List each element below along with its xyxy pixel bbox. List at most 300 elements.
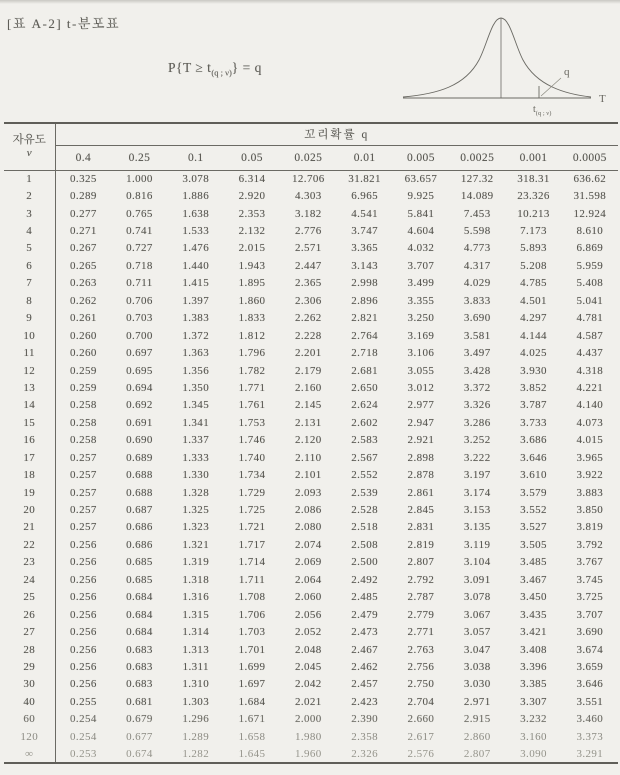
value-cell: 3.174 bbox=[463, 486, 491, 499]
value-cell: 0.257 bbox=[70, 521, 97, 534]
value-cell: 1.761 bbox=[238, 399, 266, 412]
value-cell: 5.841 bbox=[407, 207, 435, 220]
value-cell: 2.602 bbox=[351, 416, 378, 429]
table-row bbox=[4, 240, 618, 257]
value-cell: 3.579 bbox=[520, 486, 547, 499]
value-cell: 1.714 bbox=[238, 556, 266, 569]
table-row bbox=[4, 554, 618, 571]
value-cell: 4.015 bbox=[576, 434, 604, 447]
value-cell: 2.110 bbox=[295, 451, 322, 464]
value-cell: 3.055 bbox=[407, 364, 435, 377]
value-cell: 1.771 bbox=[238, 381, 266, 394]
value-cell: 14.089 bbox=[460, 190, 494, 203]
value-cell: 4.140 bbox=[576, 399, 604, 412]
col-header: 0.05 bbox=[224, 145, 280, 170]
group-header-row bbox=[4, 123, 618, 145]
value-cell: 1.000 bbox=[126, 172, 153, 185]
df-cell: 8 bbox=[4, 292, 55, 309]
table-row bbox=[4, 449, 618, 466]
value-cell: 0.263 bbox=[70, 277, 97, 290]
value-cell: 2.898 bbox=[407, 451, 435, 464]
value-cell: 3.725 bbox=[576, 591, 604, 604]
value-cell: 3.372 bbox=[463, 381, 491, 394]
value-cell: 3.222 bbox=[463, 451, 491, 464]
value-cell: 0.261 bbox=[70, 312, 97, 325]
value-cell: 2.145 bbox=[294, 399, 322, 412]
value-cell: 0.256 bbox=[70, 538, 97, 551]
value-cell: 0.254 bbox=[70, 713, 97, 726]
value-cell: 3.690 bbox=[576, 626, 604, 639]
value-cell: 3.819 bbox=[576, 521, 604, 534]
df-cell: 24 bbox=[4, 571, 55, 588]
value-cell: 3.450 bbox=[520, 591, 547, 604]
value-cell: 2.179 bbox=[294, 364, 322, 377]
value-cell: 2.060 bbox=[294, 591, 322, 604]
table-row bbox=[4, 711, 618, 728]
value-cell: 1.701 bbox=[238, 643, 266, 656]
value-cell: 5.959 bbox=[576, 259, 604, 272]
table-row bbox=[4, 623, 618, 640]
value-cell: 2.390 bbox=[351, 713, 378, 726]
value-cell: 0.674 bbox=[126, 747, 153, 760]
value-cell: 7.173 bbox=[520, 225, 547, 238]
table-row bbox=[4, 745, 618, 762]
value-cell: 3.135 bbox=[463, 521, 491, 534]
value-cell: 0.683 bbox=[126, 660, 153, 673]
value-cell: 1.323 bbox=[182, 521, 210, 534]
value-cell: 1.740 bbox=[238, 451, 266, 464]
value-cell: 2.479 bbox=[351, 608, 378, 621]
df-cell: 18 bbox=[4, 466, 55, 483]
value-cell: 2.998 bbox=[351, 277, 378, 290]
value-cell: 0.256 bbox=[70, 660, 97, 673]
table-row bbox=[4, 275, 618, 292]
value-cell: 3.833 bbox=[463, 294, 491, 307]
df-cell: 27 bbox=[4, 623, 55, 640]
value-cell: 3.182 bbox=[294, 207, 322, 220]
value-cell: 2.365 bbox=[294, 277, 322, 290]
value-cell: 2.086 bbox=[294, 504, 322, 517]
df-header-cell bbox=[4, 123, 55, 170]
value-cell: 1.860 bbox=[238, 294, 266, 307]
value-cell: 3.527 bbox=[520, 521, 547, 534]
table-row bbox=[4, 379, 618, 396]
value-cell: 4.025 bbox=[520, 347, 547, 360]
value-cell: 3.153 bbox=[463, 504, 491, 517]
value-cell: 1.753 bbox=[238, 416, 266, 429]
value-cell: 3.767 bbox=[576, 556, 604, 569]
value-cell: 2.101 bbox=[294, 469, 322, 482]
table-row bbox=[4, 466, 618, 483]
value-cell: 318.31 bbox=[517, 172, 550, 185]
value-cell: 127.32 bbox=[460, 172, 494, 185]
value-cell: 0.256 bbox=[70, 678, 97, 691]
table-row bbox=[4, 310, 618, 327]
value-cell: 2.718 bbox=[351, 347, 378, 360]
value-cell: 3.250 bbox=[407, 312, 435, 325]
value-cell: 2.326 bbox=[351, 747, 378, 760]
value-cell: 0.718 bbox=[126, 259, 153, 272]
value-cell: 0.711 bbox=[126, 277, 153, 290]
value-cell: 3.686 bbox=[520, 434, 547, 447]
value-cell: 3.030 bbox=[463, 678, 491, 691]
value-cell: 1.476 bbox=[182, 242, 210, 255]
value-cell: 0.258 bbox=[70, 399, 97, 412]
value-cell: 1.796 bbox=[238, 347, 266, 360]
df-cell: 2 bbox=[4, 187, 55, 204]
value-cell: 4.541 bbox=[351, 207, 378, 220]
value-cell: 2.052 bbox=[294, 626, 322, 639]
value-cell: 3.038 bbox=[463, 660, 491, 673]
value-cell: 1.746 bbox=[238, 434, 266, 447]
value-cell: 63.657 bbox=[404, 172, 438, 185]
value-cell: 2.423 bbox=[351, 695, 378, 708]
value-cell: 3.291 bbox=[576, 747, 604, 760]
value-cell: 4.604 bbox=[407, 225, 435, 238]
value-cell: 3.460 bbox=[576, 713, 604, 726]
table-row bbox=[4, 501, 618, 518]
value-cell: 2.947 bbox=[407, 416, 435, 429]
value-cell: 0.271 bbox=[70, 225, 97, 238]
value-cell: 3.610 bbox=[520, 469, 547, 482]
value-cell: 1.717 bbox=[238, 538, 266, 551]
value-cell: 1.315 bbox=[182, 608, 210, 621]
value-cell: 1.397 bbox=[182, 294, 210, 307]
value-cell: 2.571 bbox=[294, 242, 322, 255]
value-cell: 0.255 bbox=[70, 695, 97, 708]
value-cell: 1.310 bbox=[182, 678, 210, 691]
value-cell: 0.256 bbox=[70, 608, 97, 621]
value-cell: 0.684 bbox=[126, 591, 153, 604]
value-cell: 3.232 bbox=[520, 713, 547, 726]
value-cell: 0.684 bbox=[126, 608, 153, 621]
df-cell: 3 bbox=[4, 205, 55, 222]
value-cell: 0.258 bbox=[70, 434, 97, 447]
value-cell: 3.505 bbox=[520, 538, 547, 551]
value-cell: 3.012 bbox=[407, 381, 435, 394]
value-cell: 0.267 bbox=[70, 242, 97, 255]
value-cell: 4.029 bbox=[463, 277, 491, 290]
value-cell: 1.311 bbox=[182, 660, 209, 673]
value-cell: 0.256 bbox=[70, 591, 97, 604]
value-cell: 1.960 bbox=[294, 747, 322, 760]
value-cell: 3.497 bbox=[463, 347, 491, 360]
value-cell: 0.684 bbox=[126, 626, 153, 639]
value-cell: 2.021 bbox=[294, 695, 322, 708]
table-row bbox=[4, 292, 618, 309]
value-cell: 1.684 bbox=[238, 695, 266, 708]
value-cell: 12.924 bbox=[573, 207, 607, 220]
value-cell: 2.045 bbox=[294, 660, 322, 673]
formula-suffix: } = q bbox=[231, 60, 262, 75]
value-cell: 2.552 bbox=[351, 469, 378, 482]
value-cell: 0.690 bbox=[126, 434, 153, 447]
value-cell: 1.658 bbox=[238, 730, 266, 743]
value-cell: 3.307 bbox=[520, 695, 547, 708]
value-cell: 3.197 bbox=[463, 469, 491, 482]
value-cell: 2.878 bbox=[407, 469, 435, 482]
table-row bbox=[4, 187, 618, 204]
value-cell: 3.169 bbox=[407, 329, 435, 342]
value-cell: 1.440 bbox=[182, 259, 210, 272]
df-cell: 21 bbox=[4, 519, 55, 536]
value-cell: 0.741 bbox=[126, 225, 153, 238]
value-cell: 3.091 bbox=[463, 573, 491, 586]
value-cell: 4.501 bbox=[520, 294, 547, 307]
value-cell: 3.499 bbox=[407, 277, 435, 290]
value-cell: 3.965 bbox=[576, 451, 604, 464]
value-cell: 3.047 bbox=[463, 643, 491, 656]
value-cell: 0.253 bbox=[70, 747, 97, 760]
value-cell: 4.297 bbox=[520, 312, 547, 325]
table-row bbox=[4, 641, 618, 658]
value-cell: 2.807 bbox=[407, 556, 435, 569]
value-cell: 0.687 bbox=[126, 504, 153, 517]
value-cell: 2.120 bbox=[294, 434, 322, 447]
value-cell: 1.318 bbox=[182, 573, 210, 586]
value-cell: 3.421 bbox=[520, 626, 547, 639]
value-cell: 2.977 bbox=[407, 399, 435, 412]
value-cell: 2.500 bbox=[351, 556, 378, 569]
value-cell: 2.583 bbox=[351, 434, 378, 447]
value-cell: 3.143 bbox=[351, 259, 378, 272]
value-cell: 1.296 bbox=[182, 713, 210, 726]
value-cell: 4.587 bbox=[576, 329, 604, 342]
df-cell: 11 bbox=[4, 344, 55, 361]
value-cell: 2.763 bbox=[407, 643, 435, 656]
value-cell: 3.787 bbox=[520, 399, 547, 412]
value-cell: 2.920 bbox=[238, 190, 266, 203]
value-cell: 2.819 bbox=[407, 538, 435, 551]
value-cell: 2.528 bbox=[351, 504, 378, 517]
value-cell: 0.686 bbox=[126, 538, 153, 551]
value-cell: 1.833 bbox=[238, 312, 266, 325]
value-cell: 2.831 bbox=[407, 521, 435, 534]
table-row bbox=[4, 589, 618, 606]
col-header: 0.1 bbox=[168, 145, 224, 170]
value-cell: 2.492 bbox=[351, 573, 378, 586]
value-cell: 4.785 bbox=[520, 277, 547, 290]
value-cell: 1.697 bbox=[238, 678, 266, 691]
value-cell: 2.447 bbox=[294, 259, 322, 272]
value-cell: 3.435 bbox=[520, 608, 547, 621]
df-cell: 7 bbox=[4, 275, 55, 292]
value-cell: 0.256 bbox=[70, 556, 97, 569]
value-cell: 2.015 bbox=[238, 242, 266, 255]
value-cell: 4.032 bbox=[407, 242, 435, 255]
value-cell: 2.064 bbox=[294, 573, 322, 586]
table-row bbox=[4, 414, 618, 431]
value-cell: 2.617 bbox=[407, 730, 435, 743]
value-cell: 3.707 bbox=[576, 608, 604, 621]
col-header: 0.005 bbox=[393, 145, 449, 170]
value-cell: 3.067 bbox=[463, 608, 491, 621]
value-cell: 3.485 bbox=[520, 556, 547, 569]
formula-subscript: (q ; ν) bbox=[211, 67, 232, 78]
value-cell: 1.303 bbox=[182, 695, 210, 708]
value-cell: 0.692 bbox=[126, 399, 153, 412]
df-cell: 1 bbox=[4, 170, 55, 187]
value-cell: 1.314 bbox=[182, 626, 210, 639]
value-cell: 1.671 bbox=[238, 713, 266, 726]
value-cell: 1.782 bbox=[238, 364, 266, 377]
table-row bbox=[4, 170, 618, 187]
value-cell: 1.812 bbox=[238, 329, 266, 342]
value-cell: 1.316 bbox=[182, 591, 210, 604]
value-cell: 0.258 bbox=[70, 416, 97, 429]
df-cell: 28 bbox=[4, 641, 55, 658]
value-cell: 5.041 bbox=[576, 294, 604, 307]
value-cell: 2.042 bbox=[294, 678, 322, 691]
table-row bbox=[4, 571, 618, 588]
value-cell: 2.467 bbox=[351, 643, 378, 656]
col-header: 0.0005 bbox=[562, 145, 618, 170]
t-table-body bbox=[4, 170, 618, 763]
df-cell: 20 bbox=[4, 501, 55, 518]
value-cell: 0.256 bbox=[70, 643, 97, 656]
value-cell: 2.353 bbox=[238, 207, 266, 220]
value-cell: 2.576 bbox=[407, 747, 435, 760]
axis-label: T bbox=[599, 93, 606, 105]
value-cell: 2.132 bbox=[238, 225, 266, 238]
value-cell: 23.326 bbox=[517, 190, 550, 203]
value-cell: 2.262 bbox=[294, 312, 322, 325]
value-cell: 1.328 bbox=[182, 486, 210, 499]
table-row bbox=[4, 205, 618, 222]
value-cell: 3.581 bbox=[463, 329, 491, 342]
value-cell: 3.852 bbox=[520, 381, 547, 394]
value-cell: 1.895 bbox=[238, 277, 266, 290]
value-cell: 6.965 bbox=[351, 190, 378, 203]
value-cell: 3.659 bbox=[576, 660, 604, 673]
value-cell: 1.350 bbox=[182, 381, 210, 394]
table-row bbox=[4, 658, 618, 675]
df-cell: ∞ bbox=[4, 745, 55, 762]
df-cell: 29 bbox=[4, 658, 55, 675]
value-cell: 1.980 bbox=[294, 730, 322, 743]
value-cell: 1.708 bbox=[238, 591, 266, 604]
value-cell: 3.883 bbox=[576, 486, 604, 499]
value-cell: 9.925 bbox=[407, 190, 435, 203]
value-cell: 0.289 bbox=[70, 190, 97, 203]
value-cell: 1.721 bbox=[238, 521, 266, 534]
value-cell: 6.869 bbox=[576, 242, 604, 255]
value-cell: 1.325 bbox=[182, 504, 210, 517]
table-row bbox=[4, 536, 618, 553]
value-cell: 31.821 bbox=[348, 172, 381, 185]
column-header-row bbox=[4, 145, 618, 170]
value-cell: 3.355 bbox=[407, 294, 435, 307]
value-cell: 0.257 bbox=[70, 469, 97, 482]
value-cell: 4.144 bbox=[520, 329, 547, 342]
value-cell: 3.674 bbox=[576, 643, 604, 656]
value-cell: 3.850 bbox=[576, 504, 604, 517]
value-cell: 2.473 bbox=[351, 626, 378, 639]
table-row bbox=[4, 327, 618, 344]
value-cell: 5.408 bbox=[576, 277, 604, 290]
value-cell: 0.257 bbox=[70, 486, 97, 499]
value-cell: 2.457 bbox=[351, 678, 378, 691]
value-cell: 3.078 bbox=[182, 172, 210, 185]
value-cell: 0.257 bbox=[70, 504, 97, 517]
value-cell: 1.533 bbox=[182, 225, 210, 238]
df-cell: 17 bbox=[4, 449, 55, 466]
value-cell: 3.747 bbox=[351, 225, 378, 238]
value-cell: 2.971 bbox=[463, 695, 491, 708]
value-cell: 1.711 bbox=[238, 573, 266, 586]
value-cell: 0.686 bbox=[126, 521, 153, 534]
value-cell: 12.706 bbox=[292, 172, 325, 185]
value-cell: 10.213 bbox=[517, 207, 550, 220]
df-cell: 19 bbox=[4, 484, 55, 501]
df-cell: 60 bbox=[4, 711, 55, 728]
value-cell: 4.317 bbox=[463, 259, 491, 272]
value-cell: 1.638 bbox=[182, 207, 210, 220]
value-cell: 3.252 bbox=[463, 434, 491, 447]
df-cell: 15 bbox=[4, 414, 55, 431]
value-cell: 1.734 bbox=[238, 469, 266, 482]
value-cell: 0.262 bbox=[70, 294, 97, 307]
value-cell: 0.259 bbox=[70, 364, 97, 377]
value-cell: 2.358 bbox=[351, 730, 378, 743]
value-cell: 0.677 bbox=[126, 730, 153, 743]
value-cell: 2.776 bbox=[294, 225, 322, 238]
value-cell: 1.313 bbox=[182, 643, 210, 656]
value-cell: 2.860 bbox=[463, 730, 491, 743]
tail-probability-header: 꼬리확률 q bbox=[55, 123, 618, 145]
value-cell: 4.437 bbox=[576, 347, 604, 360]
value-cell: 1.699 bbox=[238, 660, 266, 673]
value-cell: 8.610 bbox=[576, 225, 604, 238]
table-row bbox=[4, 519, 618, 536]
col-header: 0.001 bbox=[505, 145, 561, 170]
value-cell: 2.462 bbox=[351, 660, 378, 673]
t-table bbox=[4, 122, 618, 764]
value-cell: 3.160 bbox=[520, 730, 547, 743]
df-cell: 22 bbox=[4, 536, 55, 553]
value-cell: 3.373 bbox=[576, 730, 604, 743]
value-cell: 0.683 bbox=[126, 678, 153, 691]
value-cell: 1.729 bbox=[238, 486, 266, 499]
df-cell: 120 bbox=[4, 728, 55, 745]
value-cell: 0.689 bbox=[126, 451, 153, 464]
value-cell: 3.930 bbox=[520, 364, 547, 377]
value-cell: 3.090 bbox=[520, 747, 547, 760]
table-row bbox=[4, 693, 618, 710]
value-cell: 2.921 bbox=[407, 434, 435, 447]
value-cell: 4.318 bbox=[576, 364, 604, 377]
value-cell: 2.756 bbox=[407, 660, 435, 673]
value-cell: 2.201 bbox=[294, 347, 322, 360]
value-cell: 2.228 bbox=[294, 329, 322, 342]
df-cell: 6 bbox=[4, 257, 55, 274]
value-cell: 2.650 bbox=[351, 381, 378, 394]
value-cell: 0.681 bbox=[126, 695, 153, 708]
df-cell: 4 bbox=[4, 222, 55, 239]
table-row bbox=[4, 432, 618, 449]
df-cell: 40 bbox=[4, 693, 55, 710]
tail-area-label: q bbox=[564, 66, 570, 78]
value-cell: 4.303 bbox=[294, 190, 322, 203]
value-cell: 2.567 bbox=[351, 451, 378, 464]
df-cell: 9 bbox=[4, 310, 55, 327]
value-cell: 1.943 bbox=[238, 259, 266, 272]
value-cell: 1.337 bbox=[182, 434, 210, 447]
probability-formula bbox=[168, 60, 262, 78]
value-cell: 3.106 bbox=[407, 347, 435, 360]
col-header: 0.0025 bbox=[449, 145, 505, 170]
value-cell: 1.289 bbox=[182, 730, 210, 743]
